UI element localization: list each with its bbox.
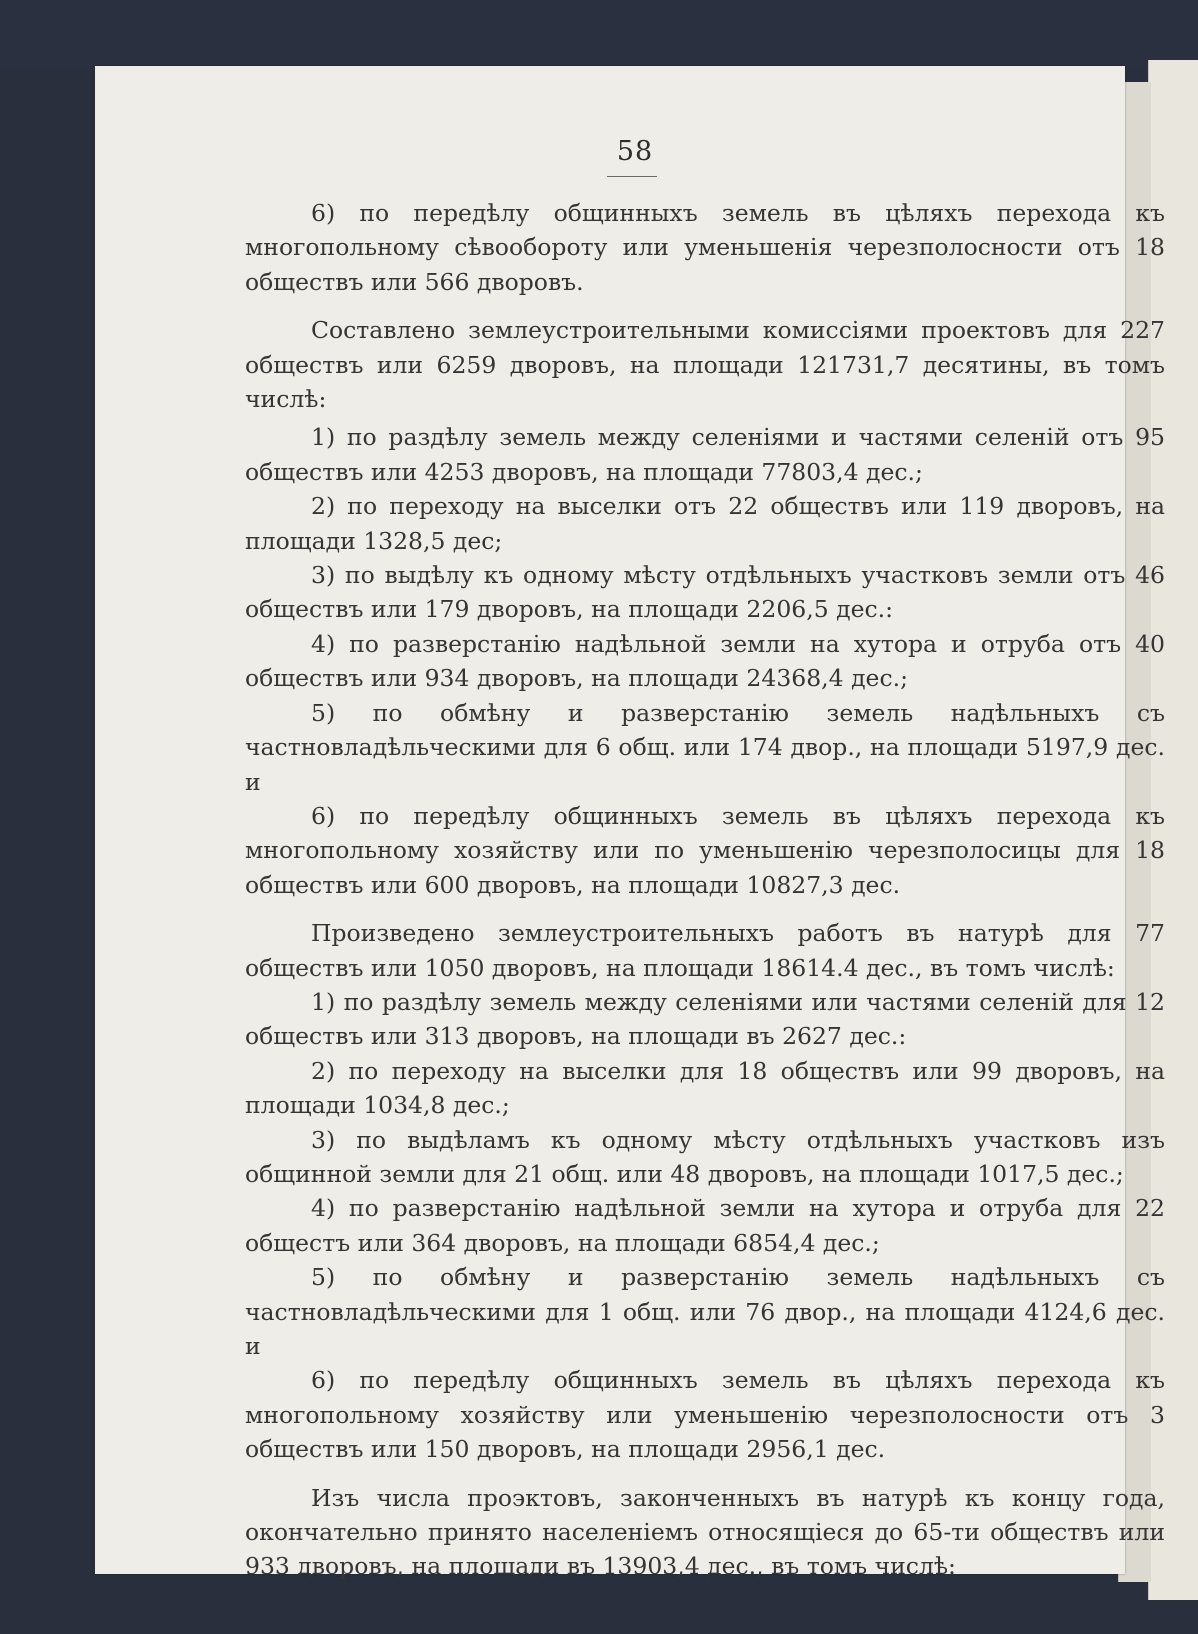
paragraph-list-item: 6) по передѣлу общинныхъ земель въ цѣляхъ перехода къ многопольному хозяйству или по уменьшенію черезполосицы для 18 обществъ или 600 дворовъ, на площади 10827,3 дес. (245, 801, 1165, 899)
page-number: 58 (616, 136, 654, 167)
paragraph-projects-compiled: Составлено землеустроительными комиссіями проектовъ для 227 обществъ или 6259 дворовъ, на площади 121731,7 десятины, въ томъ числѣ: (245, 316, 1165, 414)
paragraph-list-item: 4) по разверстанію надѣльной земли на хутора и отруба отъ 40 обществъ или 934 дворовъ, на площади 24368,4 дес.; (245, 629, 1165, 693)
page-number-underline (607, 176, 657, 177)
scan-background-top (0, 0, 1198, 70)
paragraph-list-item: 5) по обмѣну и разверстанію земель надѣльныхъ съ частновладѣльческими для 6 общ. или 174 двор., на площади 5197,9 дес. и (245, 698, 1165, 796)
paragraph-item-6-redistribution: 6) по передѣлу общинныхъ земель въ цѣляхъ перехода къ многопольному сѣвообороту или уменьшенія черезполосности отъ 18 обществъ или 566 дворовъ. (245, 199, 1165, 296)
paragraph-list-item: 2) по переходу на выселки для 18 обществъ или 99 дворовъ, на площади 1034,8 дес.; (245, 1056, 1165, 1120)
paragraph-projects-accepted: Изъ числа проэктовъ, законченныхъ въ натурѣ къ концу года, окончательно принято населеніемъ относящіеся до 65-ти обществъ или 933 дворовъ, на площади въ 13903,4 дес., въ томъ числѣ: (245, 1483, 1165, 1581)
paragraph-list-item: 5) по обмѣну и разверстанію земель надѣльныхъ съ частновладѣльческими для 1 общ. или 76 двор., на площади 4124,6 дес. и (245, 1263, 1165, 1360)
paragraph-list-item: 6) по передѣлу общинныхъ земель въ цѣляхъ перехода къ многопольному хозяйству или уменьшенію черезполосности отъ 3 обществъ или 150 дворовъ, на площади 2956,1 дес. (245, 1366, 1165, 1464)
paragraph-list-item: 3) по выдѣлу къ одному мѣсту отдѣльныхъ участковъ земли отъ 46 обществъ или 179 дворовъ, на площади 2206,5 дес.: (245, 561, 1165, 624)
paragraph-list-item: 4) по разверстанію надѣльной земли на хутора и отруба для 22 общестъ или 364 дворовъ, на площади 6854,4 дес.; (245, 1194, 1165, 1257)
paragraph-list-item: 1) по раздѣлу земель между селеніями или частями селеній для 12 обществъ или 313 дворовъ, на площади въ 2627 дес.: (245, 987, 1165, 1051)
paragraph-list-item: 1) по раздѣлу земель между селеніями и частями селеній отъ 95 обществъ или 4253 дворовъ, на площади 77803,4 дес.; (245, 423, 1165, 486)
page-body (245, 196, 1165, 1584)
paragraph-list-item: 2) по переходу на выселки отъ 22 обществъ или 119 дворовъ, на площади 1328,5 дес; (245, 492, 1165, 555)
paragraph-works-performed: Произведено землеустроительныхъ работъ въ натурѣ для 77 обществъ или 1050 дворовъ, на площади 18614.4 дес., въ томъ числѣ: (245, 919, 1165, 982)
paragraph-list-item: 3) по выдѣламъ къ одному мѣсту отдѣльныхъ участковъ изъ общинной земли для 21 общ. или 48 дворовъ, на площади 1017,5 дес.; (245, 1125, 1165, 1188)
book-page (95, 66, 1165, 1581)
